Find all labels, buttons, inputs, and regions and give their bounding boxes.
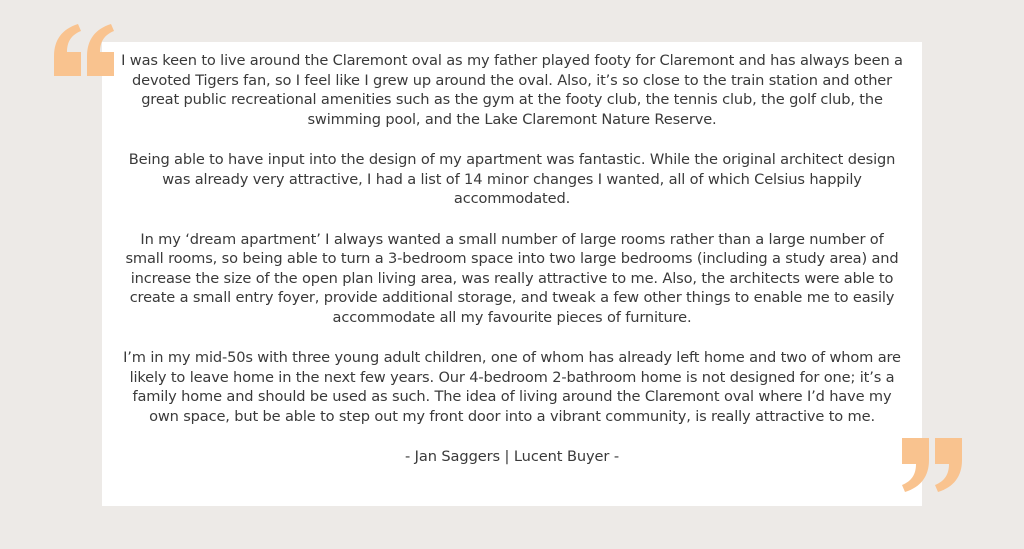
testimonial-paragraph-4: I’m in my mid-50s with three young adult children, one of whom has already left home and two of whom are likely to leave home in the next few years. Our 4-bedroom 2-bathroom home is not designed for one; it’s a family home and should be used as such. The idea of living around the Claremont oval where I’d have my own space, but be able to step out my front door into a vibrant community, is really attractive to me. xyxy=(123,349,901,425)
testimonial-paragraph-2: Being able to have input into the design of my apartment was fantastic. While the original architect design was already very attractive, I had a list of 14 minor changes I wanted, all of which Celsius happily accommodated. xyxy=(128,151,896,207)
testimonial-paragraph-3: In my ‘dream apartment’ I always wanted a small number of large rooms rather than a large number of small rooms, so being able to turn a 3-bedroom space into two large bedrooms (including a study area) and increase the size of the open plan living area, was really attractive to me. Also, the architects were able to create a small entry foyer, provide additional storage, and tweak a few other things to enable me to easily accommodate all my favourite pieces of furniture. xyxy=(125,230,899,326)
close-quote-mark-icon xyxy=(898,434,964,494)
open-quote-mark-icon xyxy=(52,22,118,82)
testimonial-card xyxy=(102,42,922,506)
testimonial-signature: - Jan Saggers | Lucent Buyer - xyxy=(404,448,620,465)
testimonial-paragraph-1: I was keen to live around the Claremont oval as my father played footy for Claremont and has always been a devoted Tigers fan, so I feel like I grew up around the oval. Also, it’s so close to the train station and other great public recreational amenities such as the gym at the footy club, the tennis club, the golf club, the swimming pool, and the Lake Claremont Nature Reserve. xyxy=(121,52,903,128)
